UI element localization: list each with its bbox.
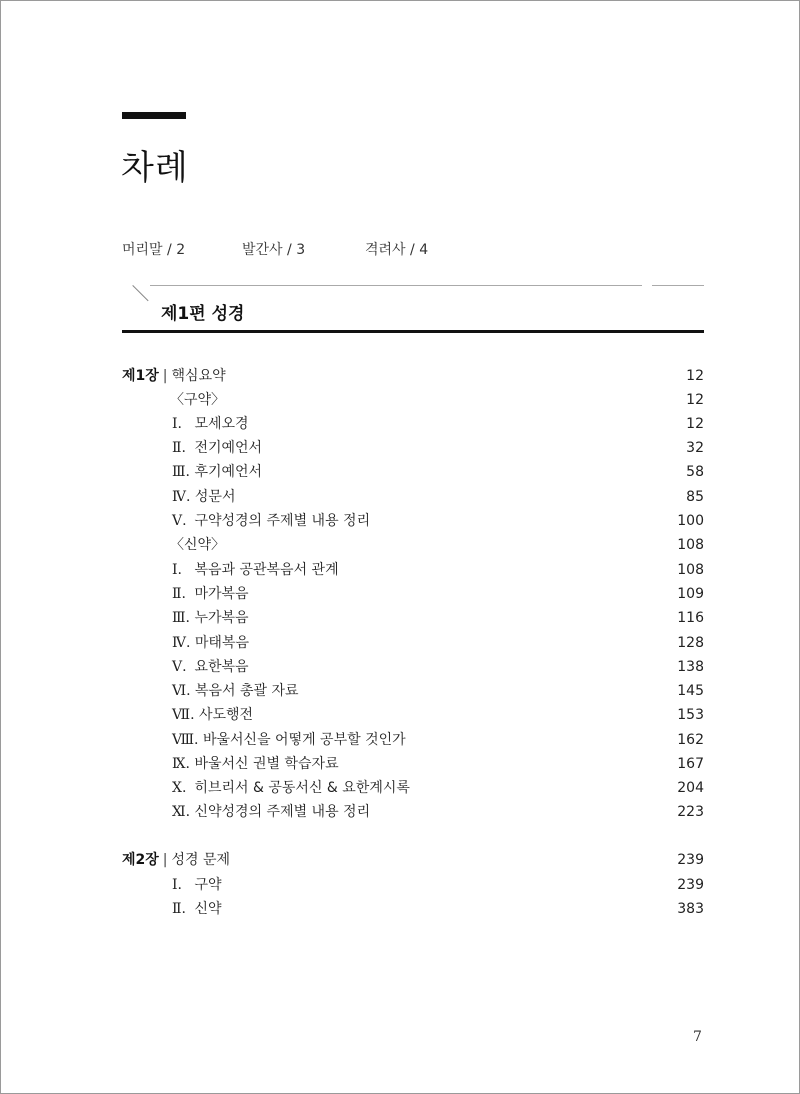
toc-page-number: 58: [686, 464, 704, 480]
toc-entry[interactable]: [0, 753, 800, 775]
toc-page-number: 145: [677, 683, 704, 699]
front-matter-encouragement[interactable]: 격려사 / 4: [365, 242, 429, 258]
toc-entry[interactable]: [0, 898, 800, 920]
toc-entry[interactable]: [0, 583, 800, 605]
toc-chapter-number: 제1장: [122, 368, 159, 384]
toc-section-numeral: Ⅸ.: [172, 756, 190, 772]
toc-section-numeral: Ⅰ.: [172, 416, 182, 432]
toc-entry[interactable]: [0, 437, 800, 459]
toc-entry[interactable]: [0, 486, 800, 508]
toc-page-number: 32: [686, 440, 704, 456]
toc-entry-label: [122, 365, 226, 387]
toc-section-numeral: Ⅹ.: [172, 780, 187, 796]
toc-section-numeral: Ⅱ.: [172, 440, 186, 456]
toc-entry[interactable]: [0, 413, 800, 435]
toc-page-number: 108: [677, 562, 704, 578]
toc-entry[interactable]: [0, 632, 800, 654]
title-accent-bar: [122, 112, 186, 119]
toc-entry-label: [172, 898, 222, 920]
part-header-rule-top: [150, 285, 642, 286]
toc-page-number: 128: [677, 635, 704, 651]
toc-page-number: 204: [677, 780, 704, 796]
toc-entry-title: 모세오경: [194, 416, 249, 432]
toc-section-numeral: Ⅶ.: [172, 707, 195, 723]
toc-entry-label: [170, 534, 225, 556]
toc-entry[interactable]: [0, 874, 800, 896]
toc-page-number: 109: [677, 586, 704, 602]
toc-page-number: 12: [686, 368, 704, 384]
front-matter-publication[interactable]: 발간사 / 3: [242, 242, 306, 258]
part-header-rule-bottom: [122, 330, 704, 333]
toc-entry-label: [172, 874, 222, 896]
toc-entry[interactable]: [0, 656, 800, 678]
toc-entry[interactable]: [0, 704, 800, 726]
toc-page-number: 153: [677, 707, 704, 723]
toc-entry-title: 누가복음: [194, 610, 249, 626]
toc-entry[interactable]: [0, 461, 800, 483]
toc-section-numeral: Ⅰ.: [172, 877, 182, 893]
toc-entry-label: [122, 849, 230, 871]
toc-entry-label: [172, 510, 370, 532]
toc-entry-title: 사도행전: [198, 707, 254, 723]
toc-entry-title: 마태복음: [194, 635, 249, 651]
toc-entry-title: 복음과 공관복음서 관계: [194, 562, 339, 578]
toc-entry-label: [172, 777, 410, 799]
toc-section-numeral: Ⅳ.: [172, 489, 191, 505]
toc-chapter-number: 제2장: [122, 852, 159, 868]
toc-page-number: 138: [677, 659, 704, 675]
toc-entry-label: [172, 437, 262, 459]
toc-entry-label: [172, 607, 249, 629]
toc-section-numeral: Ⅳ.: [172, 635, 191, 651]
toc-entry[interactable]: [0, 849, 800, 871]
toc-page-number: 239: [677, 877, 704, 893]
toc-entry-title: 〈신약〉: [170, 537, 226, 553]
toc-page-number: 85: [686, 489, 704, 505]
toc-separator: |: [162, 852, 168, 868]
toc-entry-label: [172, 632, 249, 654]
toc-entry-title: 요한복음: [194, 659, 249, 675]
toc-entry[interactable]: [0, 534, 800, 556]
toc-page-number: 167: [677, 756, 704, 772]
toc-page-number: 12: [686, 392, 704, 408]
toc-page-number: 162: [677, 732, 704, 748]
toc-page-number: 116: [677, 610, 704, 626]
toc-entry-label: [172, 729, 406, 751]
toc-section-numeral: Ⅵ.: [172, 683, 191, 699]
toc-section-numeral: Ⅷ.: [172, 732, 199, 748]
toc-entry-label: [172, 801, 370, 823]
toc-entry-label: [172, 486, 235, 508]
toc-entry[interactable]: [0, 801, 800, 823]
toc-entry-title: 후기예언서: [194, 464, 263, 480]
toc-entry-label: [170, 389, 225, 411]
toc-entry[interactable]: [0, 559, 800, 581]
toc-entry-title: 성경 문제: [171, 852, 231, 868]
toc-entry[interactable]: [0, 365, 800, 387]
toc-entry[interactable]: [0, 777, 800, 799]
toc-entry-title: 전기예언서: [194, 440, 263, 456]
toc-page-number: 223: [677, 804, 704, 820]
toc-entry-title: 성문서: [194, 489, 236, 505]
part-title: 제1편 성경: [161, 304, 245, 324]
toc-entry-title: 히브리서 & 공동서신 & 요한계시록: [194, 780, 410, 796]
toc-section-numeral: Ⅴ.: [172, 513, 187, 529]
toc-section-numeral: Ⅺ.: [172, 804, 191, 820]
toc-section-numeral: Ⅱ.: [172, 901, 186, 917]
toc-entry-title: 바울서신을 어떻게 공부할 것인가: [202, 732, 406, 748]
toc-entry-label: [172, 413, 249, 435]
toc-section-numeral: Ⅰ.: [172, 562, 182, 578]
toc-entry[interactable]: [0, 389, 800, 411]
toc-page-number: 239: [677, 852, 704, 868]
toc-page-number: 383: [677, 901, 704, 917]
toc-entry-label: [172, 583, 249, 605]
toc-entry-label: [172, 461, 262, 483]
toc-entry-title: 핵심요약: [171, 368, 226, 384]
page-number: 7: [693, 1029, 702, 1045]
toc-entry-label: [172, 680, 299, 702]
toc-entry-label: [172, 753, 339, 775]
toc-section-numeral: Ⅲ.: [172, 464, 190, 480]
toc-entry[interactable]: [0, 729, 800, 751]
toc-entry-label: [172, 656, 249, 678]
toc-entry-title: 구약: [194, 877, 222, 893]
toc-section-numeral: Ⅲ.: [172, 610, 190, 626]
toc-entry[interactable]: [0, 510, 800, 532]
toc-entry-title: 신약: [194, 901, 222, 917]
part-header-rule-top-end: [652, 285, 704, 286]
toc-page-number: 100: [677, 513, 704, 529]
front-matter-preface[interactable]: 머리말 / 2: [122, 242, 186, 258]
toc-entry-title: 구약성경의 주제별 내용 정리: [194, 513, 371, 529]
toc-entry-title: 마가복음: [194, 586, 249, 602]
toc-section-numeral: Ⅱ.: [172, 586, 186, 602]
toc-page-number: 108: [677, 537, 704, 553]
toc-entry-title: 〈구약〉: [170, 392, 226, 408]
toc-entry-title: 바울서신 권별 학습자료: [194, 756, 339, 772]
toc-separator: |: [162, 368, 168, 384]
toc-page-number: 12: [686, 416, 704, 432]
page-title: 차례: [121, 148, 189, 188]
toc-section-numeral: Ⅴ.: [172, 659, 187, 675]
toc-entry-label: [172, 559, 339, 581]
toc-entry-title: 신약성경의 주제별 내용 정리: [194, 804, 371, 820]
toc-entry-title: 복음서 총괄 자료: [195, 683, 299, 699]
toc-entry[interactable]: [0, 680, 800, 702]
toc-entry[interactable]: [0, 607, 800, 629]
toc-entry-label: [172, 704, 253, 726]
